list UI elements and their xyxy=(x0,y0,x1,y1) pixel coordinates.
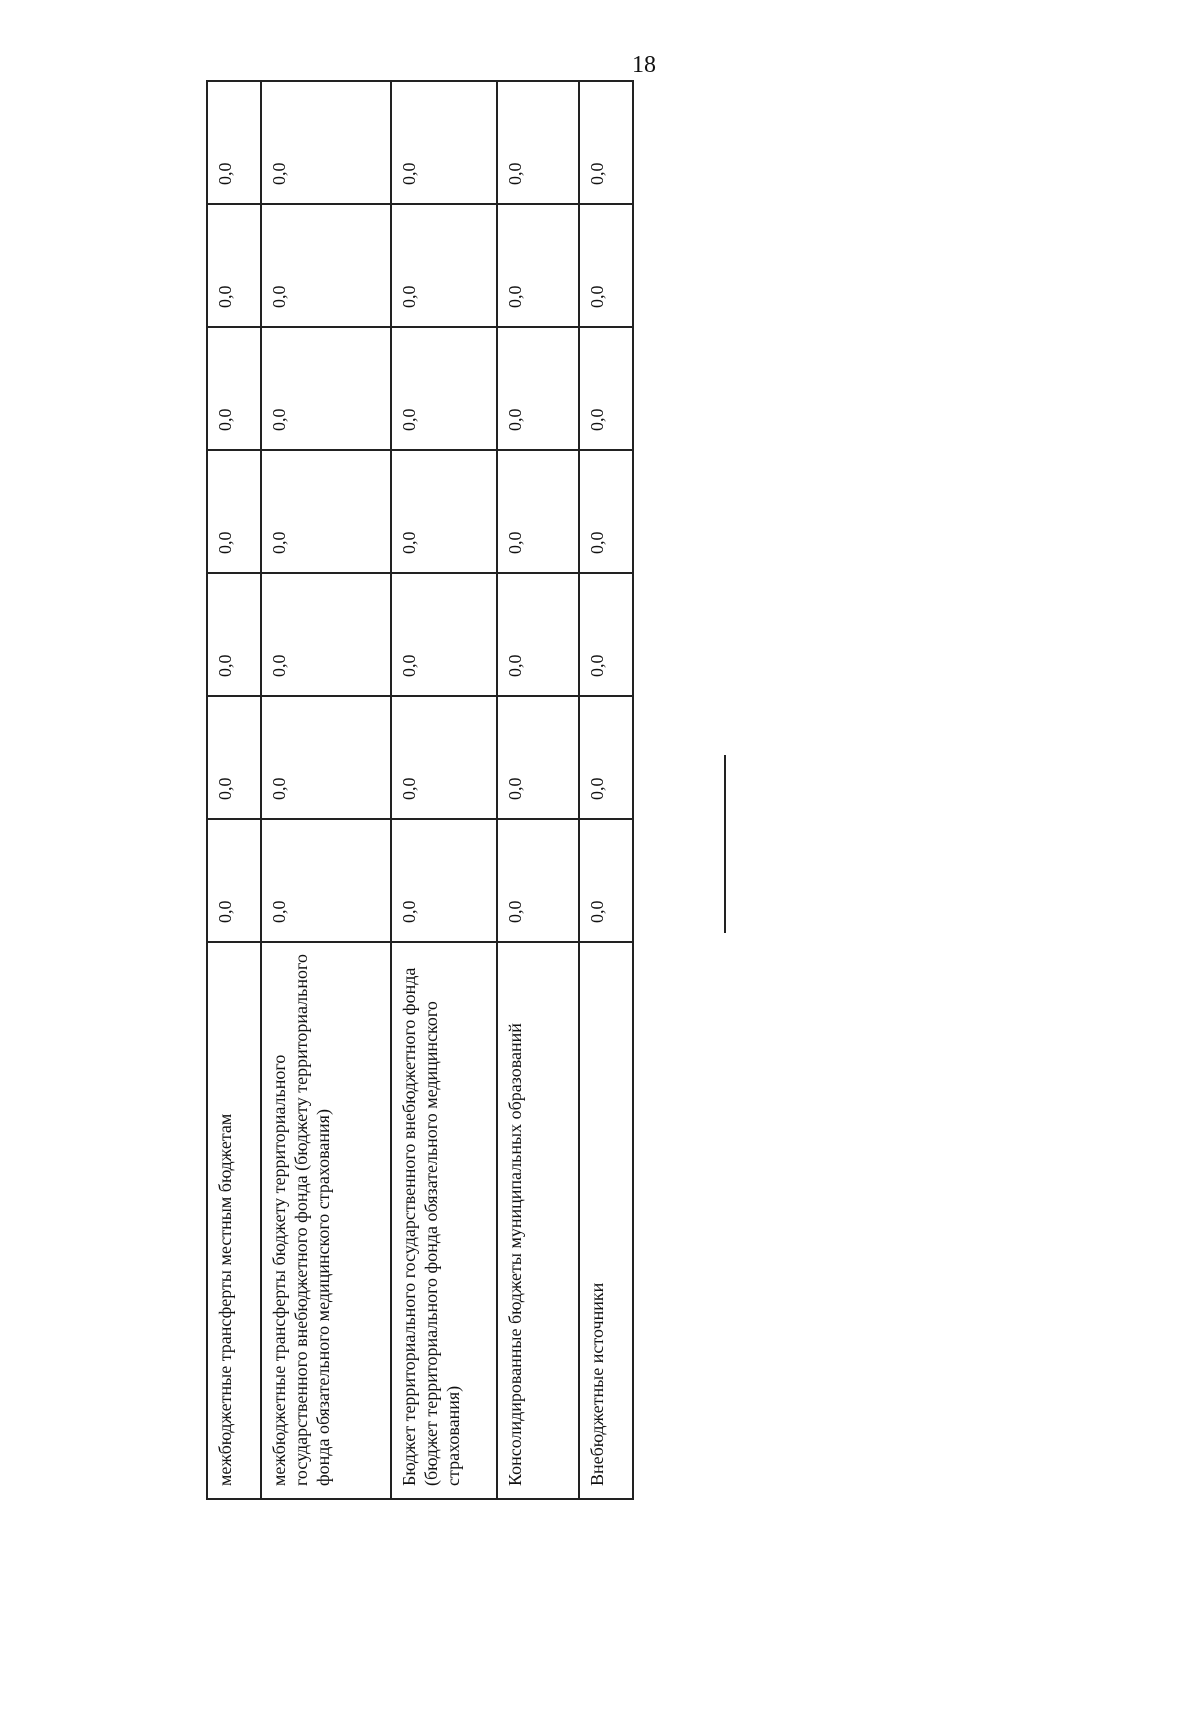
table-cell: 0,0 xyxy=(261,204,391,327)
page-number: 18 xyxy=(632,52,656,78)
budget-table xyxy=(206,80,634,1500)
table-cell: 0,0 xyxy=(579,696,633,819)
table-row xyxy=(207,81,261,1499)
table-cell: 0,0 xyxy=(497,327,579,450)
row-label: межбюджетные трансферты бюджету территориального государственного внебюджетного фонда (бюджету территориального фонда обязательного медицинского страхования) xyxy=(261,942,391,1499)
table-cell: 0,0 xyxy=(391,327,497,450)
table-cell: 0,0 xyxy=(207,327,261,450)
end-separator-line xyxy=(724,755,726,933)
table-cell: 0,0 xyxy=(261,819,391,942)
table-cell: 0,0 xyxy=(391,81,497,204)
table-cell: 0,0 xyxy=(261,327,391,450)
table-row xyxy=(261,81,391,1499)
table-cell: 0,0 xyxy=(207,204,261,327)
table-row xyxy=(497,81,579,1499)
table-cell: 0,0 xyxy=(579,327,633,450)
table-row xyxy=(579,81,633,1499)
table-cell: 0,0 xyxy=(261,450,391,573)
row-label: Консолидированные бюджеты муниципальных образований xyxy=(497,942,579,1499)
table-cell: 0,0 xyxy=(497,573,579,696)
table-cell: 0,0 xyxy=(207,81,261,204)
table-cell: 0,0 xyxy=(261,696,391,819)
table-cell: 0,0 xyxy=(579,819,633,942)
table-cell: 0,0 xyxy=(207,819,261,942)
table-cell: 0,0 xyxy=(497,204,579,327)
table-cell: 0,0 xyxy=(261,81,391,204)
table-cell: 0,0 xyxy=(497,819,579,942)
row-label: межбюджетные трансферты местным бюджетам xyxy=(207,942,261,1499)
table-cell: 0,0 xyxy=(391,573,497,696)
table-cell: 0,0 xyxy=(207,573,261,696)
table-cell: 0,0 xyxy=(391,204,497,327)
table-cell: 0,0 xyxy=(579,204,633,327)
table-cell: 0,0 xyxy=(579,450,633,573)
table-cell: 0,0 xyxy=(497,81,579,204)
table-row xyxy=(391,81,497,1499)
table-cell: 0,0 xyxy=(391,696,497,819)
table-cell: 0,0 xyxy=(391,819,497,942)
table-cell: 0,0 xyxy=(579,81,633,204)
row-label: Бюджет территориального государственного внебюджетного фонда (бюджет территориального фонда обязательного медицинского страхования) xyxy=(391,942,497,1499)
table-cell: 0,0 xyxy=(497,450,579,573)
row-label: Внебюджетные источники xyxy=(579,942,633,1499)
budget-table-container xyxy=(206,80,630,1500)
table-cell: 0,0 xyxy=(497,696,579,819)
table-cell: 0,0 xyxy=(207,696,261,819)
table-cell: 0,0 xyxy=(579,573,633,696)
table-cell: 0,0 xyxy=(391,450,497,573)
table-cell: 0,0 xyxy=(207,450,261,573)
table-cell: 0,0 xyxy=(261,573,391,696)
